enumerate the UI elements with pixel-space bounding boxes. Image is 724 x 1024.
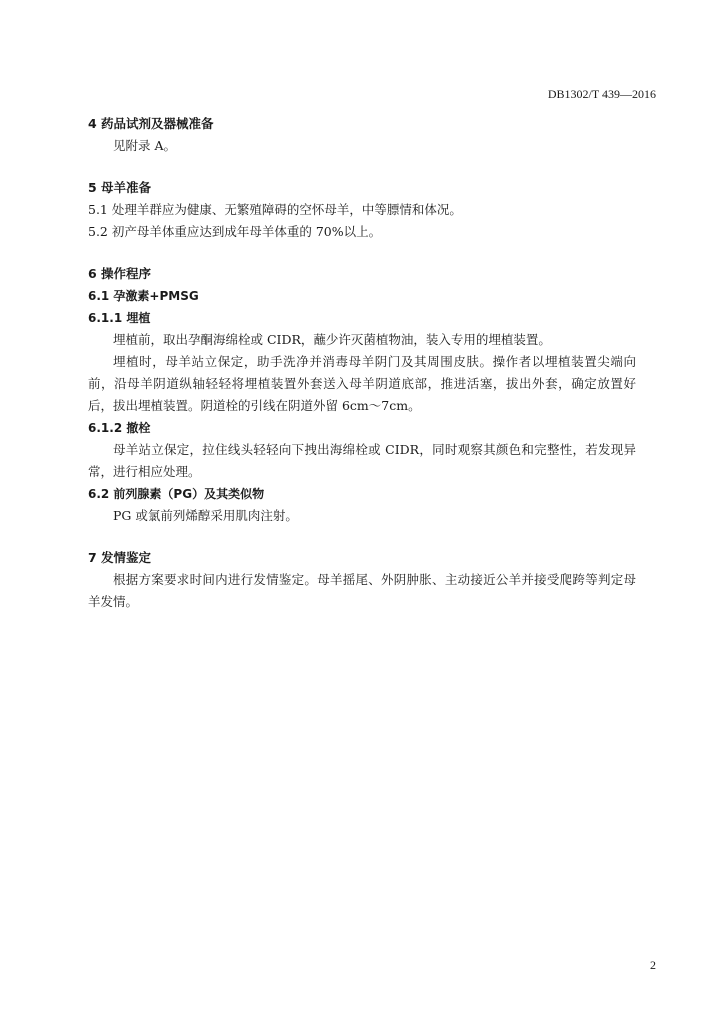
section-7-heading: 7 发情鉴定 [88,550,152,565]
clause-6-1-2-heading: 6.1.2 撤栓 [88,421,151,435]
clause-6-1-heading: 6.1 孕激素+PMSG [88,289,199,303]
section-5-heading: 5 母羊准备 [88,180,152,195]
page-number: 2 [650,958,656,972]
clause-6-1-1-para-1: 埋植前，取出孕酮海绵栓或 CIDR，蘸少许灭菌植物油，装入专用的埋植装置。 [113,332,551,347]
section-4-text: 见附录 A。 [113,138,177,153]
section-7-text: 根据方案要求时间内进行发情鉴定。母羊摇尾、外阴肿胀、主动接近公羊并接受爬跨等判定母羊发情。 [88,572,636,609]
section-4-heading: 4 药品试剂及器械准备 [88,116,214,131]
clause-5-2: 5.2 初产母羊体重应达到成年母羊体重的 70%以上。 [88,224,382,239]
clause-6-2-para: PG 或氯前列烯醇采用肌肉注射。 [113,508,298,523]
clause-6-1-1-heading: 6.1.1 埋植 [88,311,151,325]
clause-6-1-1-para-2: 埋植时，母羊站立保定，助手洗净并消毒母羊阴门及其周围皮肤。操作者以埋植装置尖端向前，沿母羊阴道纵轴轻轻将埋植装置外套送入母羊阴道底部，推进活塞，拔出外套，确定放置好后，拔出埋植装置。阴道栓的引线在阴道外留 6cm～7cm。 [88,354,636,413]
clause-6-1-2-para: 母羊站立保定，拉住线头轻轻向下拽出海绵栓或 CIDR，同时观察其颜色和完整性，若发现异常，进行相应处理。 [88,442,636,479]
page-body [88,113,636,613]
clause-6-2-heading: 6.2 前列腺素（PG）及其类似物 [88,487,265,501]
document-code: DB1302/T 439—2016 [547,87,656,101]
section-6-heading: 6 操作程序 [88,266,152,281]
clause-5-1: 5.1 处理羊群应为健康、无繁殖障碍的空怀母羊，中等膘情和体况。 [88,202,462,217]
